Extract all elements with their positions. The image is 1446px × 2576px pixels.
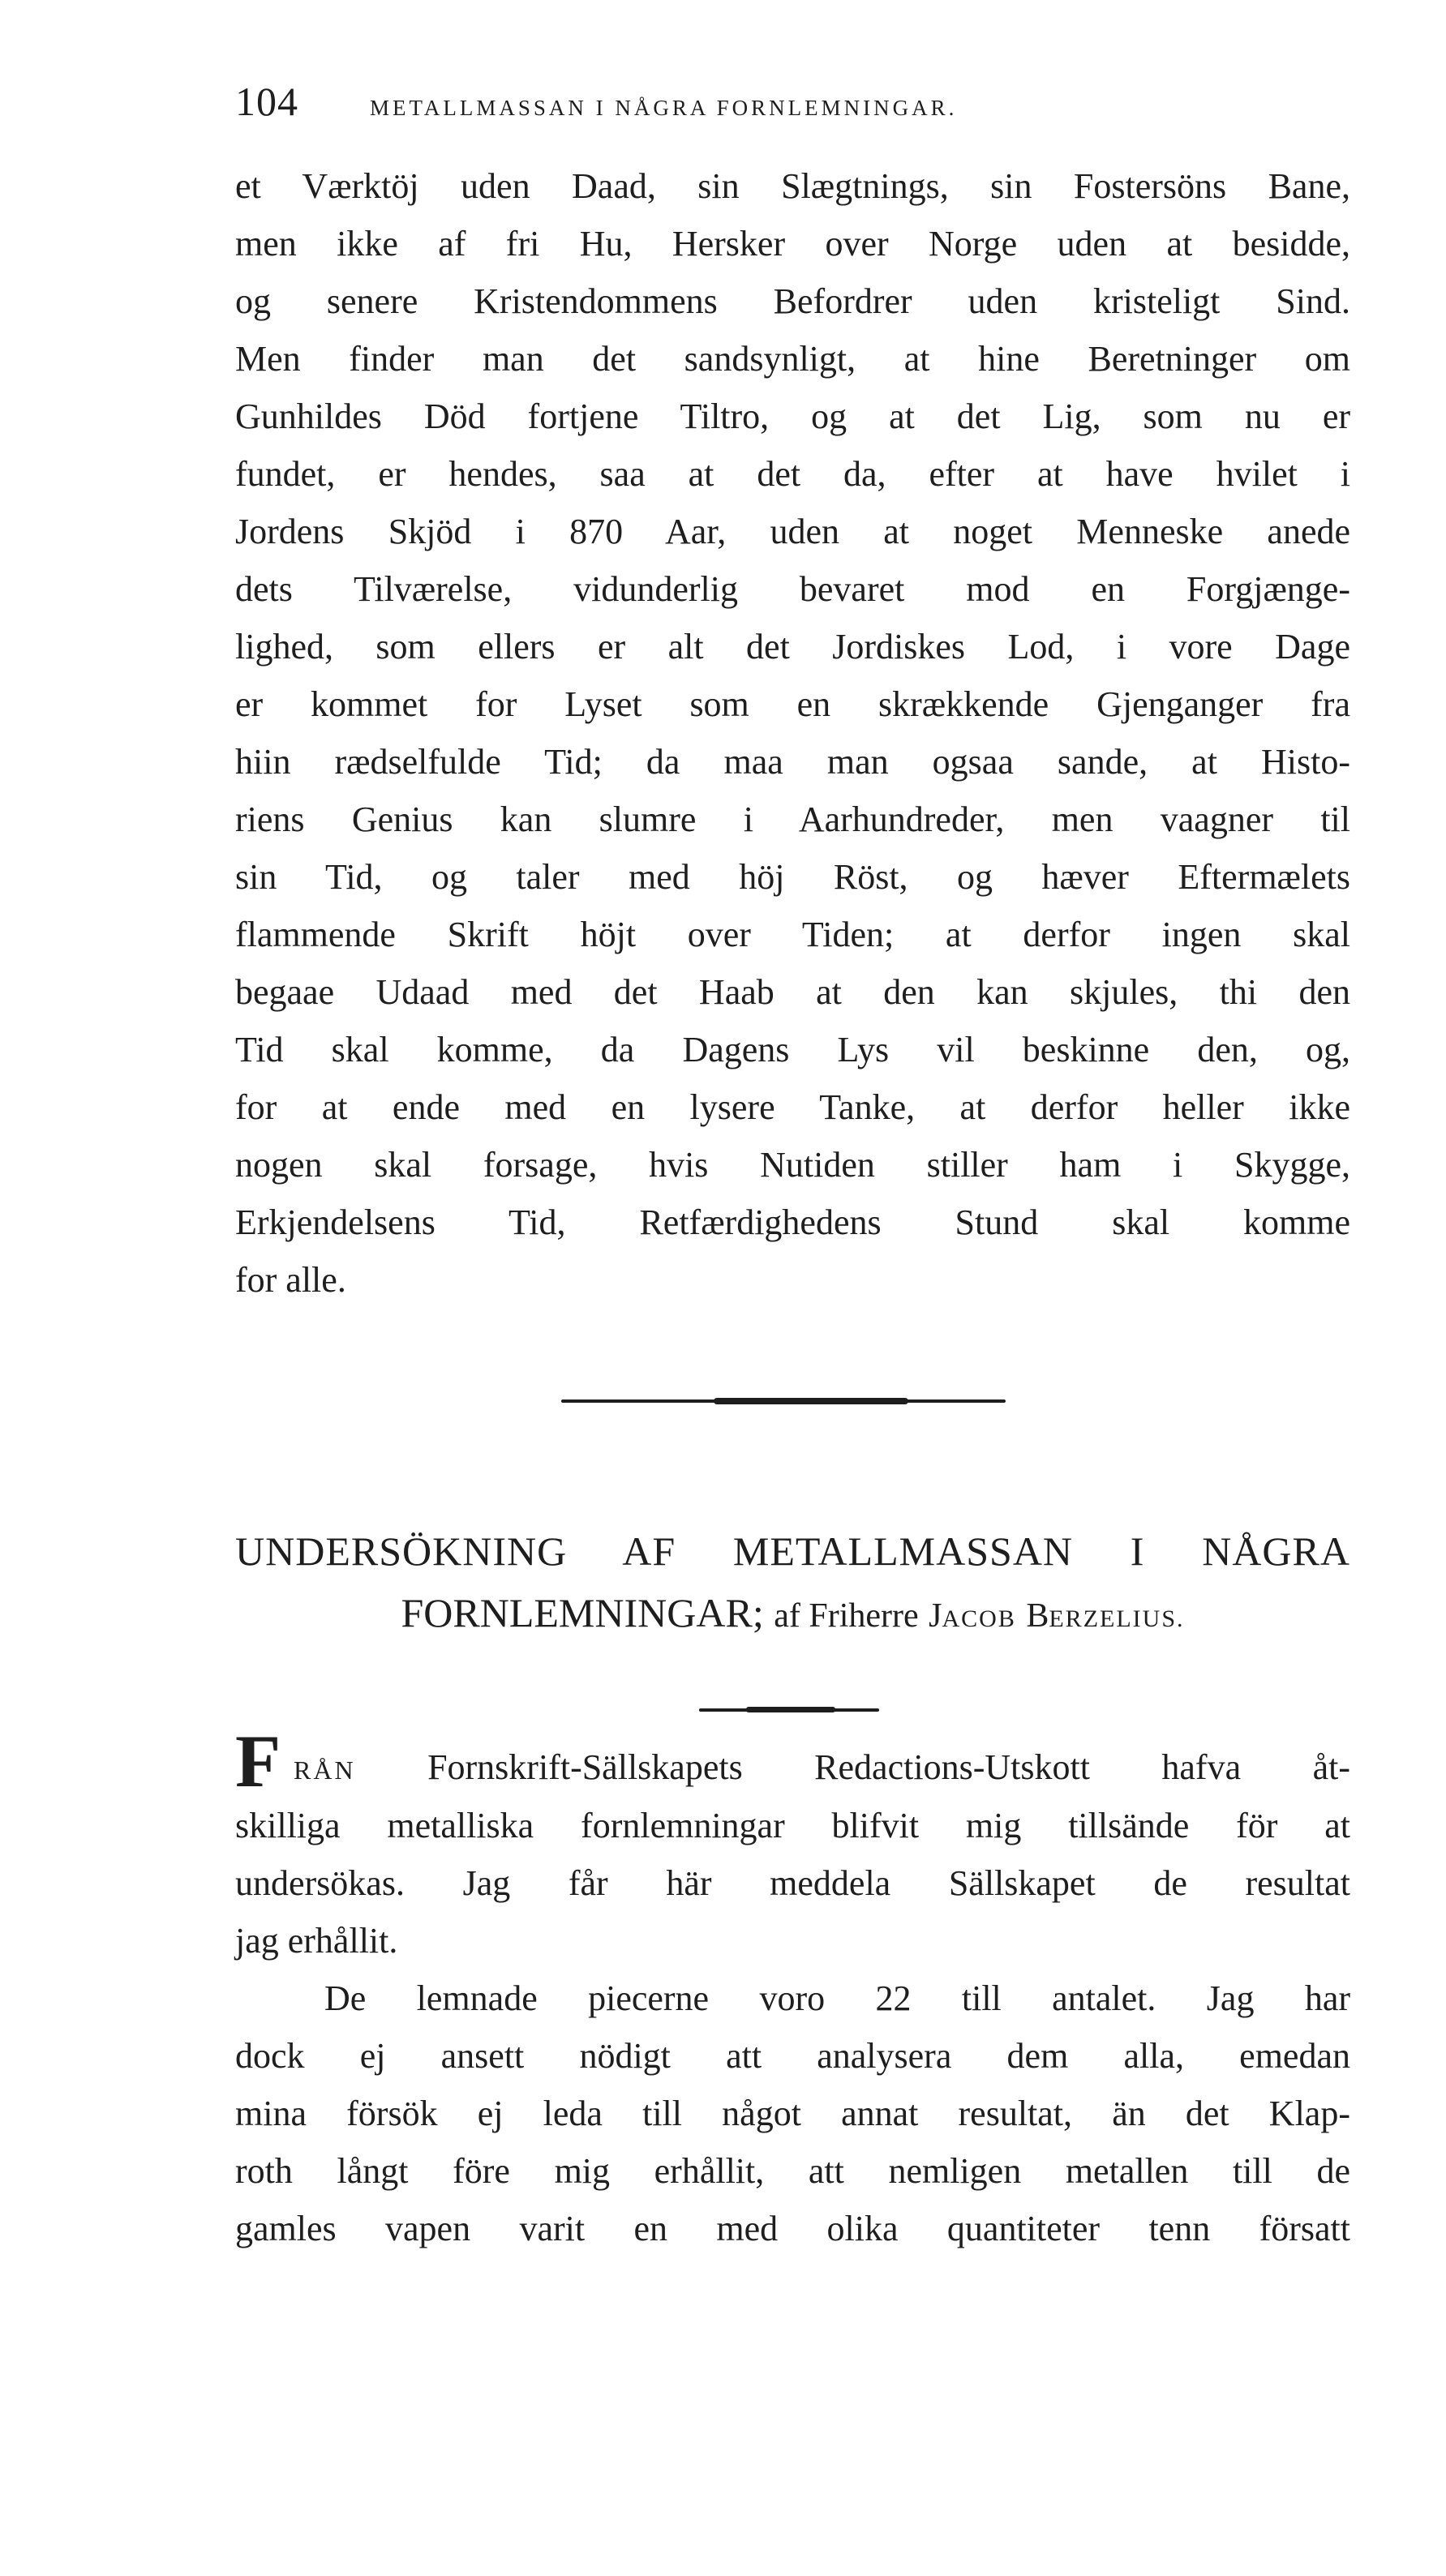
text-line: Jordens Skjöd i 870 Aar, uden at noget Menneske anede: [235, 512, 1350, 551]
page-header: [235, 78, 1371, 135]
text-line: jag erhållit.: [235, 1921, 398, 1961]
article-title-end: FORNLEMNINGAR;: [401, 1590, 764, 1635]
text-line: gamles vapen varit en med olika quantiteter tenn försatt: [235, 2209, 1350, 2248]
author-first-rest: ACOB: [942, 1605, 1016, 1632]
text-line: mina försök ej leda till något annat resultat, än det Klap-: [235, 2094, 1350, 2133]
title-divider-swell: [746, 1707, 835, 1712]
text-line: flammende Skrift höjt over Tiden; at derfor ingen skal: [235, 915, 1350, 954]
article-title-line-1: UNDERSÖKNING AF METALLMASSAN I NÅGRA: [235, 1528, 1350, 1574]
author-last-rest: ERZELIUS.: [1049, 1605, 1185, 1632]
text-line: er kommet for Lyset som en skrækkende Gjenganger fra: [235, 684, 1350, 724]
text-line: lighed, som ellers er alt det Jordiskes Lod, i vore Dage: [235, 627, 1350, 667]
text-line: Erkjendelsens Tid, Retfærdighedens Stund skal komme: [235, 1202, 1350, 1242]
article-first-line: [235, 1720, 1351, 1802]
article-title-line-2: [235, 1584, 1350, 1648]
text-line: Tid skal komme, da Dagens Lys vil beskinne den, og,: [235, 1030, 1350, 1069]
author-first-initial: J: [929, 1597, 942, 1635]
text-line: hiin rædselfulde Tid; da maa man ogsaa sande, at Histo-: [235, 742, 1350, 782]
text-line: riens Genius kan slumre i Aarhundreder, men vaagner til: [235, 799, 1350, 839]
running-title: METALLMASSAN I NÅGRA FORNLEMNINGAR.: [370, 96, 958, 120]
text-line: skilliga metalliska fornlemningar blifvit mig tillsände för at: [235, 1806, 1350, 1845]
text-line: Men finder man det sandsynligt, at hine Beretninger om: [235, 339, 1350, 379]
text-line: sin Tid, og taler med höj Röst, og hæver Eftermælets: [235, 857, 1350, 897]
author-last-initial: B: [1026, 1597, 1049, 1635]
text-line: dock ej ansett nödigt att analysera dem alla, emedan: [235, 2036, 1350, 2076]
text-line: roth långt före mig erhållit, att nemligen metallen till de: [235, 2151, 1350, 2191]
text-line: men ikke af fri Hu, Hersker over Norge uden at besidde,: [235, 224, 1350, 264]
page-number: 104: [235, 79, 298, 124]
section-divider-swell: [714, 1398, 908, 1404]
byline-prefix: af Friherre: [774, 1597, 919, 1635]
text-line: og senere Kristendommens Befordrer uden kristeligt Sind.: [235, 281, 1350, 321]
text-line: undersökas. Jag får här meddela Sällskapet de resultat: [235, 1863, 1350, 1903]
text-line: dets Tilværelse, vidunderlig bevaret mod en Forgjænge-: [235, 569, 1350, 609]
text-line: et Værktöj uden Daad, sin Slægtnings, sin Fostersöns Bane,: [235, 166, 1350, 206]
first-word-smallcaps: RÅN: [294, 1755, 356, 1785]
text-line: for at ende med en lysere Tanke, at derfor heller ikke: [235, 1087, 1350, 1127]
text-line: De lemnade piecerne voro 22 till antalet. Jag har: [324, 1978, 1350, 2018]
first-line-text: [294, 1743, 1350, 1794]
text-line: nogen skal forsage, hvis Nutiden stiller ham i Skygge,: [235, 1145, 1350, 1185]
text-line: fundet, er hendes, saa at det da, efter at have hvilet i: [235, 454, 1350, 494]
text-line: for alle.: [235, 1260, 346, 1300]
drop-cap: F: [235, 1720, 281, 1802]
text-line: Gunhildes Död fortjene Tiltro, og at det Lig, som nu er: [235, 396, 1350, 436]
first-line-rest: Fornskrift-Sällskapets Redactions-Utskott hafva åt-: [427, 1747, 1351, 1787]
text-line: begaae Udaad med det Haab at den kan skjules, thi den: [235, 972, 1350, 1012]
